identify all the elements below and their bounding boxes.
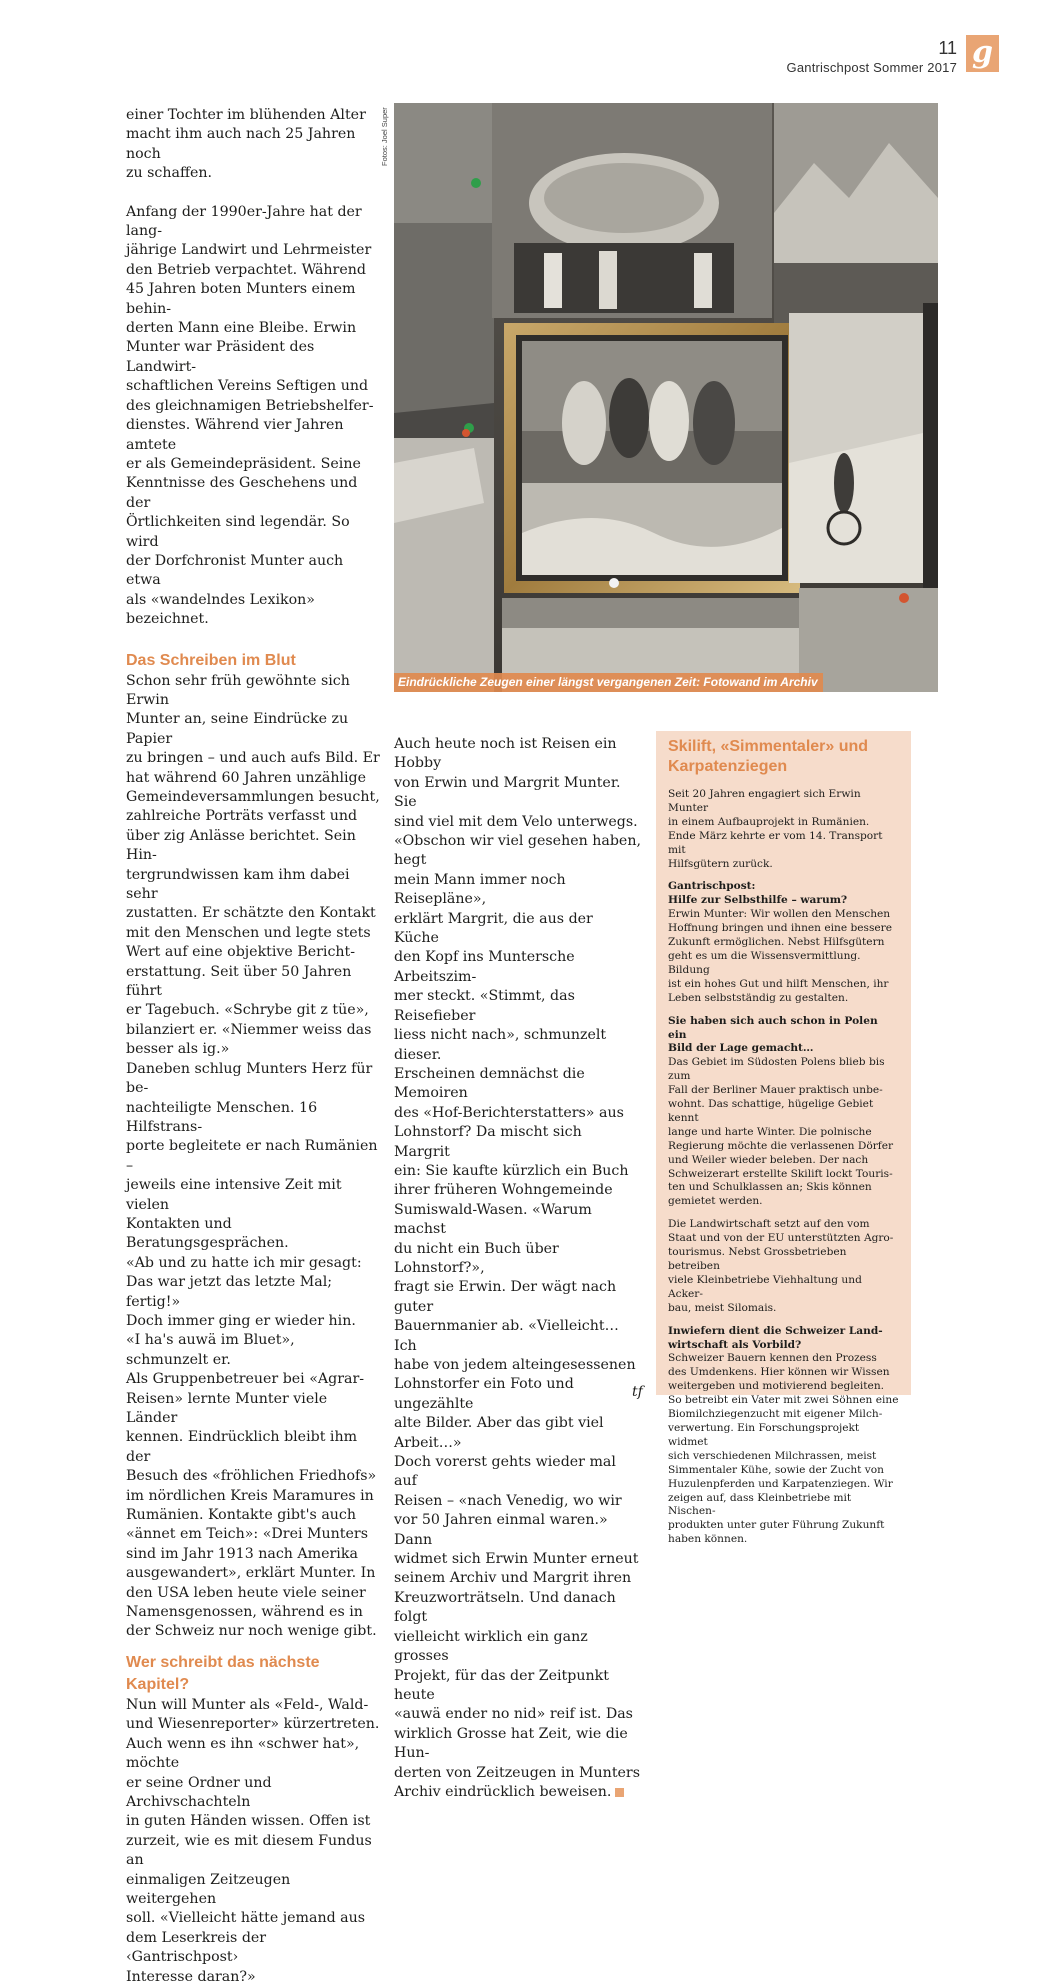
text-line: viele Kleinbetriebe Viehhaltung und Acker- <box>668 1273 862 1300</box>
text-line: des «Hof-Berichterstatters» aus <box>394 1104 624 1121</box>
text-line: den USA leben heute viele seiner <box>126 1584 366 1601</box>
text-line: seinem Archiv und Margrit ihren <box>394 1570 632 1587</box>
text-line: und Weiler wieder beleben. Der nach <box>668 1153 869 1166</box>
text-line: derten Mann eine Bleibe. Erwin <box>126 320 357 337</box>
text-line: So betreibt ein Vater mit zwei Söhnen eine <box>668 1394 899 1407</box>
text-line: Erscheinen demnächst die Memoiren <box>394 1065 585 1102</box>
text-line: er Tagebuch. «Schrybe git z tüe», <box>126 1002 369 1019</box>
text-line: Ende März kehrte er vom 14. Transport mit <box>668 829 883 856</box>
text-line: wirklich Grosse hat Zeit, wie die Hun- <box>394 1725 628 1762</box>
text-line: Doch immer ging er wieder hin. <box>126 1312 356 1329</box>
text-line: zurzeit, wie es mit diesem Fundus an <box>126 1832 372 1869</box>
text-line: bilanziert er. «Niemmer weiss das <box>126 1021 372 1038</box>
text-line: von Erwin und Margrit Munter. Sie <box>394 774 621 811</box>
text-line: vor 50 Jahren einmal waren.» Dann <box>394 1512 608 1548</box>
text-line: Hoffnung bringen und ihnen eine bessere <box>668 922 892 935</box>
text-line: mit den Menschen und legte stets <box>126 924 371 941</box>
text-line: als «wandelndes Lexikon» bezeichnet. <box>126 591 315 628</box>
text-line: Reisen – «nach Venedig, wo wir <box>394 1492 622 1509</box>
text-line: in einem Aufbauprojekt in Rumänien. <box>668 815 870 828</box>
interview-sidebar <box>656 731 911 1546</box>
text-line: des Umdenkens. Hier können wir Wissen <box>668 1366 890 1379</box>
text-line: haben können. <box>668 1533 748 1546</box>
text-line: dienstes. Während vier Jahren amtete <box>126 417 344 453</box>
text-line: Inwiefern dient die Schweizer Land- <box>668 1324 883 1337</box>
text-line: jeweils eine intensive Zeit mit vielen <box>126 1177 342 1213</box>
sidebar-answer-2b <box>668 1218 899 1315</box>
text-line: Lohnstorf? Da mischt sich Margrit <box>394 1124 582 1160</box>
article-column-1 <box>126 106 381 1987</box>
text-line: sich verschiedenen Milchrassen, meist <box>668 1449 877 1462</box>
text-line: ten und Schulklassen an; Skis können <box>668 1181 872 1194</box>
text-line: er seine Ordner und Archivschachteln <box>126 1774 272 1810</box>
text-line: tourismus. Nebst Grossbetrieben betreiben <box>668 1246 847 1272</box>
text-line: Schweizerart erstellte Skilift lockt Touris- <box>668 1167 893 1180</box>
text-line: Bauernmanier ab. «Vielleicht… Ich <box>394 1318 619 1354</box>
text-line: Huzulenpferden und Karpatenziegen. Wir <box>668 1477 893 1490</box>
text-line: lange und harte Winter. Die polnische <box>668 1125 872 1138</box>
text-line: zeigen auf, dass Kleinbetriebe mit Nischen- <box>668 1491 852 1518</box>
sidebar-question-2 <box>668 1015 899 1057</box>
paragraph-daneben <box>126 1060 381 1642</box>
text-line: dem Leserkreis der ‹Gantrischpost› <box>126 1929 267 1966</box>
text-line: mein Mann immer noch Reisepläne», <box>394 871 566 908</box>
text-line: ihrer früheren Wohngemeinde <box>394 1182 613 1199</box>
text-line: Schweizer Bauern kennen den Prozess <box>668 1352 877 1365</box>
text-line: Hilfsgütern zurück. <box>668 857 773 870</box>
text-line: bau, meist Silomais. <box>668 1301 777 1314</box>
paragraph-kapitel <box>126 1696 381 1987</box>
text-line: Besuch des «fröhlichen Friedhofs» <box>126 1468 377 1485</box>
text-line: der Dorfchronist Munter auch etwa <box>126 552 344 589</box>
text-line: ausgewandert», erklärt Munter. In <box>126 1565 376 1582</box>
text-line: in guten Händen wissen. Offen ist <box>126 1813 371 1830</box>
text-line: Anfang der 1990er-Jahre hat der lang- <box>126 203 362 240</box>
text-line: Regierung möchte die verlassenen Dörfer <box>668 1139 894 1152</box>
issue-label: Gantrischpost Sommer 2017 <box>786 60 957 75</box>
text-line: erklärt Margrit, die aus der Küche <box>394 910 593 947</box>
text-line: den Betrieb verpachtet. Während <box>126 261 366 278</box>
subheading-schreiben: Das Schreiben im Blut <box>126 651 296 669</box>
sidebar-question-3 <box>668 1325 899 1353</box>
text-line: kennen. Eindrücklich bleibt ihm der <box>126 1429 358 1465</box>
text-line: zu bringen – und auch aufs Bild. Er <box>126 750 380 767</box>
text-line: habe von jedem alteingesessenen <box>394 1357 636 1373</box>
text-line: Munter an, seine Eindrücke zu Papier <box>126 711 349 747</box>
text-line: Simmentaler Kühe, sowie der Zucht von <box>668 1463 884 1476</box>
gantrischpost-logo <box>966 35 999 72</box>
text-line: Kenntnisse des Geschehens und der <box>126 475 358 511</box>
article-end-icon <box>615 1788 624 1797</box>
text-line: Kontakten und Beratungsgesprächen. <box>126 1215 289 1252</box>
text-line: gemietet werden. <box>668 1195 763 1208</box>
text-line: ein: Sie kaufte kürzlich ein Buch <box>394 1162 629 1179</box>
text-line: Schon sehr früh gewöhnte sich Erwin <box>126 672 350 708</box>
text-line: fragt sie Erwin. Der wägt nach guter <box>394 1279 617 1315</box>
text-line: 45 Jahren boten Munters einem behin- <box>126 281 356 317</box>
text-line: der Schweiz nur noch wenige gibt. <box>126 1623 377 1640</box>
paragraph-reisen <box>394 735 641 1453</box>
text-line: zahlreiche Porträts verfasst und <box>126 808 358 825</box>
text-line: einmaligen Zeitzeugen weitergehen <box>126 1871 291 1907</box>
text-line: Projekt, für das der Zeitpunkt heute <box>394 1667 609 1703</box>
text-line: Das war jetzt das letzte Mal; fertig!» <box>126 1274 333 1310</box>
archive-photo-wall <box>394 103 938 692</box>
text-line: Seit 20 Jahren engagiert sich Erwin Munter <box>668 788 861 814</box>
text-line: Lohnstorfer ein Foto und ungezählte <box>394 1376 574 1412</box>
text-line: wirtschaft als Vorbild? <box>668 1338 802 1351</box>
text-line: Sie haben sich auch schon in Polen ein <box>668 1014 878 1041</box>
text-line: zu schaffen. <box>126 165 213 182</box>
text-line: Gantrischpost: <box>668 880 756 893</box>
text-line: Gemeindeversammlungen besucht, <box>126 789 380 805</box>
sidebar-answer-3 <box>668 1352 899 1547</box>
text-line: Leben selbstständig zu gestalten. <box>668 991 849 1004</box>
text-line: sind im Jahr 1913 nach Amerika <box>126 1545 358 1562</box>
text-line: und Wiesenreporter» kürzertreten. <box>126 1716 380 1733</box>
text-line: Rumänien. Kontakte gibt's auch <box>126 1507 356 1524</box>
text-line: liess nicht nach», schmunzelt dieser. <box>394 1027 607 1063</box>
text-line: einer Tochter im blühenden Alter <box>126 107 366 123</box>
text-line: weitergeben und motivierend begleiten. <box>668 1380 885 1393</box>
text-line: den Kopf ins Muntersche Arbeitszim- <box>394 949 575 985</box>
text-line: alte Bilder. Aber das gibt viel <box>394 1415 604 1432</box>
text-line: Wert auf eine objektive Bericht- <box>126 944 356 961</box>
paragraph-schreiben <box>126 672 381 1060</box>
text-line: Fall der Berliner Mauer praktisch unbe- <box>668 1084 883 1097</box>
text-line: Namensgenossen, während es in <box>126 1604 363 1621</box>
text-line: Munter war Präsident des Landwirt- <box>126 339 315 375</box>
photo-caption: Eindrückliche Zeugen einer längst vergangenen Zeit: Fotowand im Archiv <box>394 673 823 692</box>
author-signature: tf <box>632 1384 643 1400</box>
text-line: Hilfe zur Selbsthilfe – warum? <box>668 894 848 907</box>
text-line: «auwä ender no nid» reif ist. Das <box>394 1706 633 1723</box>
text-line: nachteiligte Menschen. 16 Hilfstrans- <box>126 1099 318 1135</box>
text-line: erstattung. Seit über 50 Jahren führt <box>126 963 352 1000</box>
text-line: über zig Anlässe berichtet. Sein Hin- <box>126 827 356 864</box>
paragraph-venedig <box>394 1453 641 1802</box>
text-line: Nun will Munter als «Feld-, Wald- <box>126 1696 369 1713</box>
sidebar-question-1 <box>668 880 899 908</box>
text-line: sind viel mit dem Velo unterwegs. <box>394 813 638 830</box>
text-line: «Ab und zu hatte ich mir gesagt: <box>126 1254 362 1271</box>
paragraph-1990s <box>126 203 381 630</box>
text-line: Das Gebiet im Südosten Polens blieb bis zum <box>668 1056 885 1083</box>
text-line: Erwin Munter: Wir wollen den Menschen <box>668 908 891 921</box>
sidebar-answer-1 <box>668 908 899 1005</box>
text-line: hat während 60 Jahren unzählige <box>126 769 367 786</box>
page-number: 11 <box>938 38 957 58</box>
sidebar-answer-2 <box>668 1056 899 1209</box>
text-line: Archiv eindrücklich beweisen. <box>394 1783 612 1800</box>
text-line: Örtlichkeiten sind legendär. So wird <box>126 514 350 550</box>
text-line: Biomilchziegenzucht mit eigener Milch- <box>668 1408 883 1421</box>
text-line: vielleicht wirklich ein ganz grosses <box>394 1628 588 1665</box>
text-line: «I ha's auwä im Bluet», schmunzelt er. <box>126 1332 295 1368</box>
text-line: widmet sich Erwin Munter erneut <box>394 1551 639 1568</box>
text-line: Arbeit…» <box>394 1434 462 1451</box>
text-line: Bild der Lage gemacht… <box>668 1042 814 1055</box>
text-line: Karpatenziegen <box>668 758 788 775</box>
text-line: ist ein hohes Gut und hilft Menschen, ihr <box>668 977 889 990</box>
article-column-2 <box>394 735 641 1802</box>
text-line: porte begleitete er nach Rumänien – <box>126 1138 378 1174</box>
text-line: Staat und von der EU unterstützten Agro- <box>668 1232 894 1245</box>
text-line: Reisen» lernte Munter viele Länder <box>126 1390 328 1426</box>
text-line: Die Landwirtschaft setzt auf den vom <box>668 1218 870 1231</box>
text-line: Daneben schlug Munters Herz für be- <box>126 1060 373 1097</box>
text-line: «ännet em Teich»: «Drei Munters <box>126 1526 368 1543</box>
text-line: Kreuzworträtseln. Und danach folgt <box>394 1589 616 1626</box>
text-line: macht ihm auch nach 25 Jahren noch <box>126 126 356 162</box>
text-line: Auch wenn es ihn «schwer hat», möchte <box>126 1735 360 1772</box>
paragraph-intro <box>126 106 381 184</box>
text-line: «Obschon wir viel gesehen haben, hegt <box>394 833 641 869</box>
text-line: du nicht ein Buch über Lohnstorf?», <box>394 1240 559 1276</box>
text-line: tergrundwissen kam ihm dabei sehr <box>126 866 350 903</box>
text-line: verwertung. Ein Forschungsprojekt widmet <box>668 1421 860 1448</box>
text-line: wohnt. Das schattige, hügelige Gebiet kennt <box>668 1098 874 1124</box>
text-line: derten von Zeitzeugen in Munters <box>394 1764 640 1781</box>
text-line: produkten unter guter Führung Zukunft <box>668 1519 885 1532</box>
text-line: Skilift, «Simmentaler» und <box>668 738 869 755</box>
sidebar-intro <box>668 788 899 871</box>
photo-credit: Fotos: Joel Super <box>380 107 389 166</box>
text-line: Doch vorerst gehts wieder mal auf <box>394 1454 616 1490</box>
text-line: besser als ig.» <box>126 1041 230 1058</box>
text-line: Interesse daran?» <box>126 1968 256 1985</box>
sidebar-title <box>668 737 899 777</box>
svg-text:g: g <box>972 35 993 70</box>
text-line: des gleichnamigen Betriebshelfer- <box>126 397 374 414</box>
subheading-kapitel: Wer schreibt das nächste Kapitel? <box>126 1653 320 1693</box>
text-line: im nördlichen Kreis Maramures in <box>126 1487 374 1504</box>
text-line: Auch heute noch ist Reisen ein Hobby <box>394 736 617 772</box>
text-line: Als Gruppenbetreuer bei «Agrar- <box>126 1371 365 1388</box>
text-line: Sumiswald-Wasen. «Warum machst <box>394 1201 592 1238</box>
text-line: schaftlichen Vereins Seftigen und <box>126 378 369 395</box>
text-line: geht es um die Wissensvermittlung. Bildung <box>668 949 861 976</box>
text-line: er als Gemeindepräsident. Seine <box>126 455 361 472</box>
text-line: soll. «Vielleicht hätte jemand aus <box>126 1910 366 1927</box>
text-line: zustatten. Er schätzte den Kontakt <box>126 905 376 922</box>
text-line: mer steckt. «Stimmt, das Reisefieber <box>394 988 575 1024</box>
text-line: Zukunft ermöglichen. Nebst Hilfsgütern <box>668 936 885 949</box>
text-line: jährige Landwirt und Lehrmeister <box>126 242 372 259</box>
